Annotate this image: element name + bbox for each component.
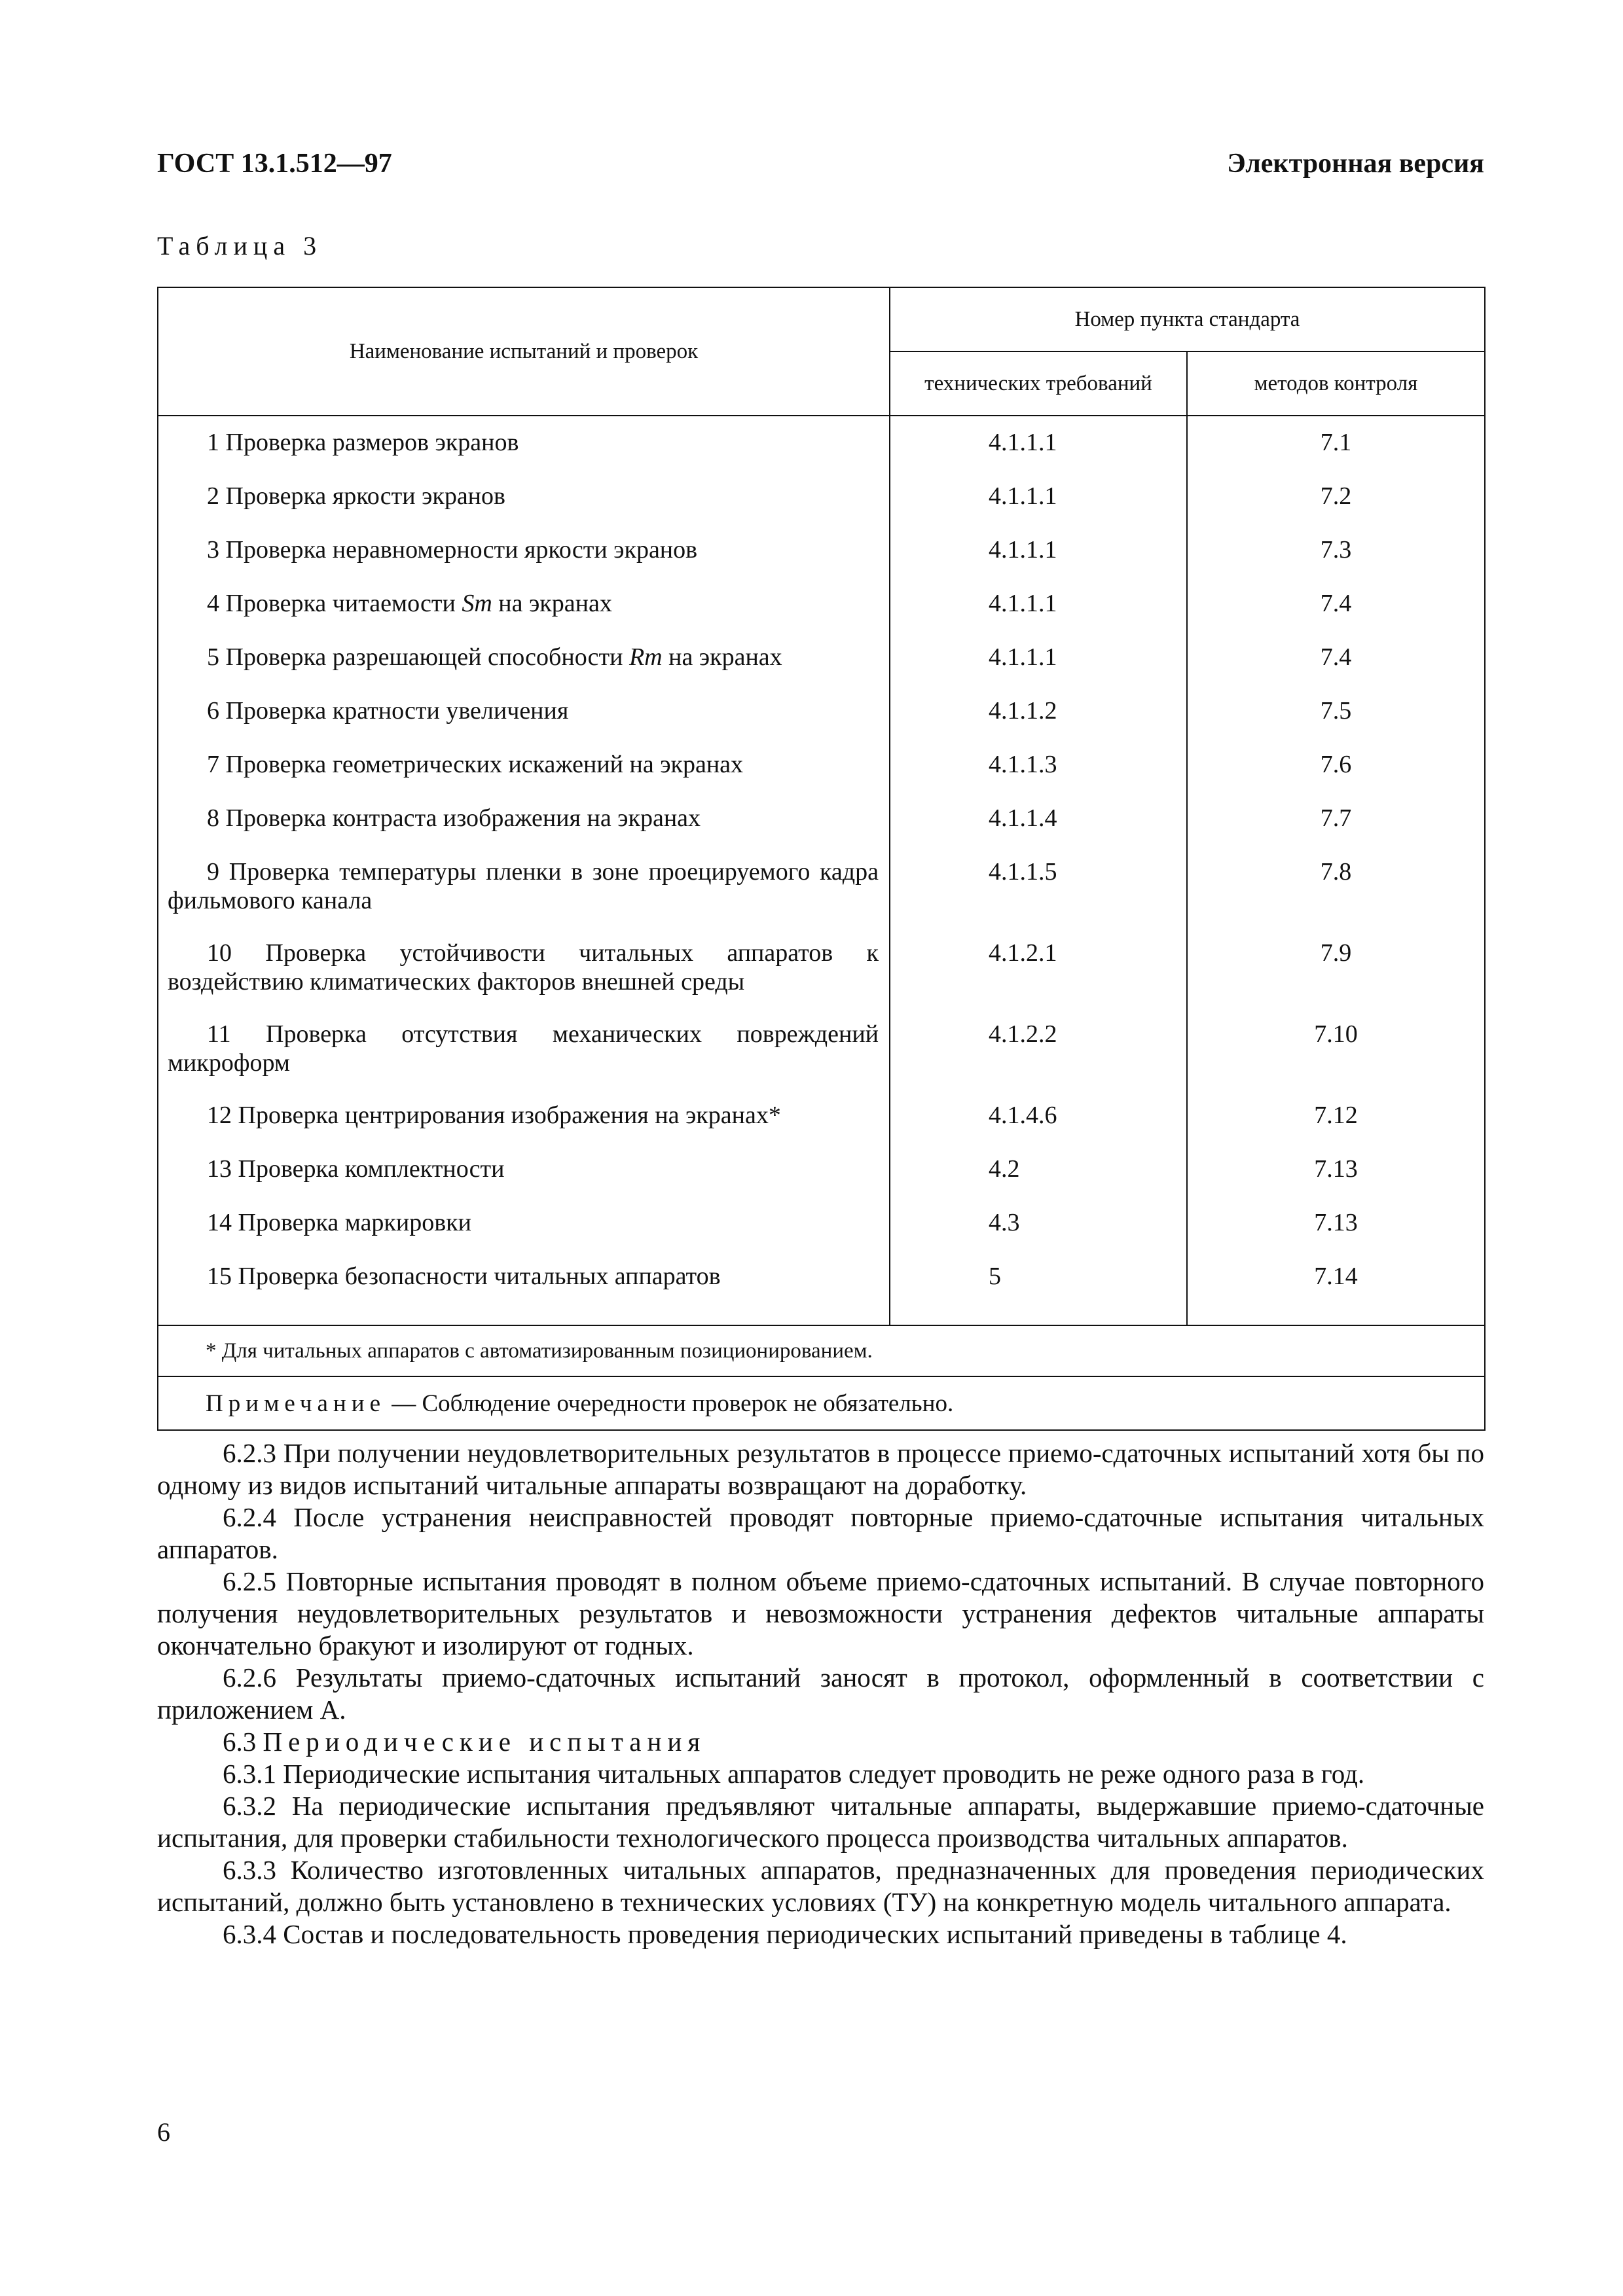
note-text: — Соблюдение очередности проверок не обязательно. [386,1390,954,1417]
table-note [158,1376,1485,1430]
header-control-methods: методов контроля [1187,351,1485,416]
paragraph-6-2-5: 6.2.5 Повторные испытания проводят в полном объеме приемо-сдаточных испытаний. В случае повторного получения неудовлетворительных результатов и невозможности устранения дефектов читальные аппараты окончательно бракуют и изолируют от годных. [157,1566,1484,1660]
paragraph-6-3-1: 6.3.1 Периодические испытания читальных аппаратов следует проводить не реже одного раза в год. [223,1759,1365,1789]
table-row: 3 Проверка неравномерности яркости экранов 4.1.1.1 7.3 [158,535,1485,589]
table-row: 14 Проверка маркировки 4.3 7.13 [158,1208,1485,1262]
table-row: 1 Проверка размеров экранов 4.1.1.1 7.1 [158,416,1485,482]
table-row: 13 Проверка комплектности 4.2 7.13 [158,1155,1485,1208]
table-caption: Таблица 3 [157,231,323,260]
paragraph-6-3-4: 6.3.4 Состав и последовательность проведения периодических испытаний приведены в таблице 4. [223,1919,1347,1949]
tests-table [157,287,1486,1431]
table-row: 4 Проверка читаемости Sm на экранах 4.1.1.1 7.4 [158,589,1485,643]
page-header [157,148,1484,187]
table-row: 12 Проверка центрирования изображения на экранах* 4.1.4.6 7.12 [158,1101,1485,1155]
table-row: 5 Проверка разрешающей способности Rm на экранах 4.1.1.1 7.4 [158,643,1485,696]
table-row: 15 Проверка безопасности читальных аппаратов 5 7.14 [158,1262,1485,1325]
electronic-version-label: Электронная версия [1227,149,1484,179]
table-footnote: * Для читальных аппаратов с автоматизированным позиционированием. [158,1325,1485,1376]
table-row: 9 Проверка температуры пленки в зоне проецируемого кадра фильмового канала 4.1.1.5 7.8 [158,857,1485,939]
table-row: 11 Проверка отсутствия механических повреждений микроформ 4.1.2.2 7.10 [158,1020,1485,1101]
page-number: 6 [157,2117,170,2147]
paragraph-6-2-3: 6.2.3 При получении неудовлетворительных результатов в процессе приемо-сдаточных испытаний хотя бы по одному из видов испытаний читальные аппараты возвращают на доработку. [157,1438,1484,1500]
header-technical-requirements: технических требований [890,351,1187,416]
paragraph-6-2-4: 6.2.4 После устранения неисправностей проводят повторные приемо-сдаточные испытания читальных аппаратов. [157,1502,1484,1564]
note-label: Примечание [206,1390,386,1417]
table-row: 8 Проверка контраста изображения на экранах 4.1.1.4 7.7 [158,804,1485,857]
paragraph-6-3-3: 6.3.3 Количество изготовленных читальных аппаратов, предназначенных для проведения периодических испытаний, должно быть установлено в технических условиях (ТУ) на конкретную модель читального аппарата. [157,1855,1484,1917]
standard-number: ГОСТ 13.1.512—97 [157,149,392,179]
header-test-name: Наименование испытаний и проверок [158,287,890,416]
table-row: 6 Проверка кратности увеличения 4.1.1.2 7.5 [158,696,1485,750]
body-text [157,1437,1484,1950]
paragraph-6-2-6: 6.2.6 Результаты приемо-сдаточных испытаний заносят в протокол, оформленный в соответствии с приложением А. [157,1662,1484,1725]
section-6-3-heading: 6.3 Периодические испытания [223,1727,706,1757]
table-row: 10 Проверка устойчивости читальных аппаратов к воздействию климатических факторов внешней среды 4.1.2.1 7.9 [158,939,1485,1020]
table-row: 7 Проверка геометрических искажений на экранах 4.1.1.3 7.6 [158,750,1485,804]
table-row: 2 Проверка яркости экранов 4.1.1.1 7.2 [158,482,1485,535]
paragraph-6-3-2: 6.3.2 На периодические испытания предъявляют читальные аппараты, выдержавшие приемо-сдаточные испытания, для проверки стабильности технологического процесса производства читальных аппаратов. [157,1791,1484,1853]
header-standard-clause: Номер пункта стандарта [890,287,1485,351]
